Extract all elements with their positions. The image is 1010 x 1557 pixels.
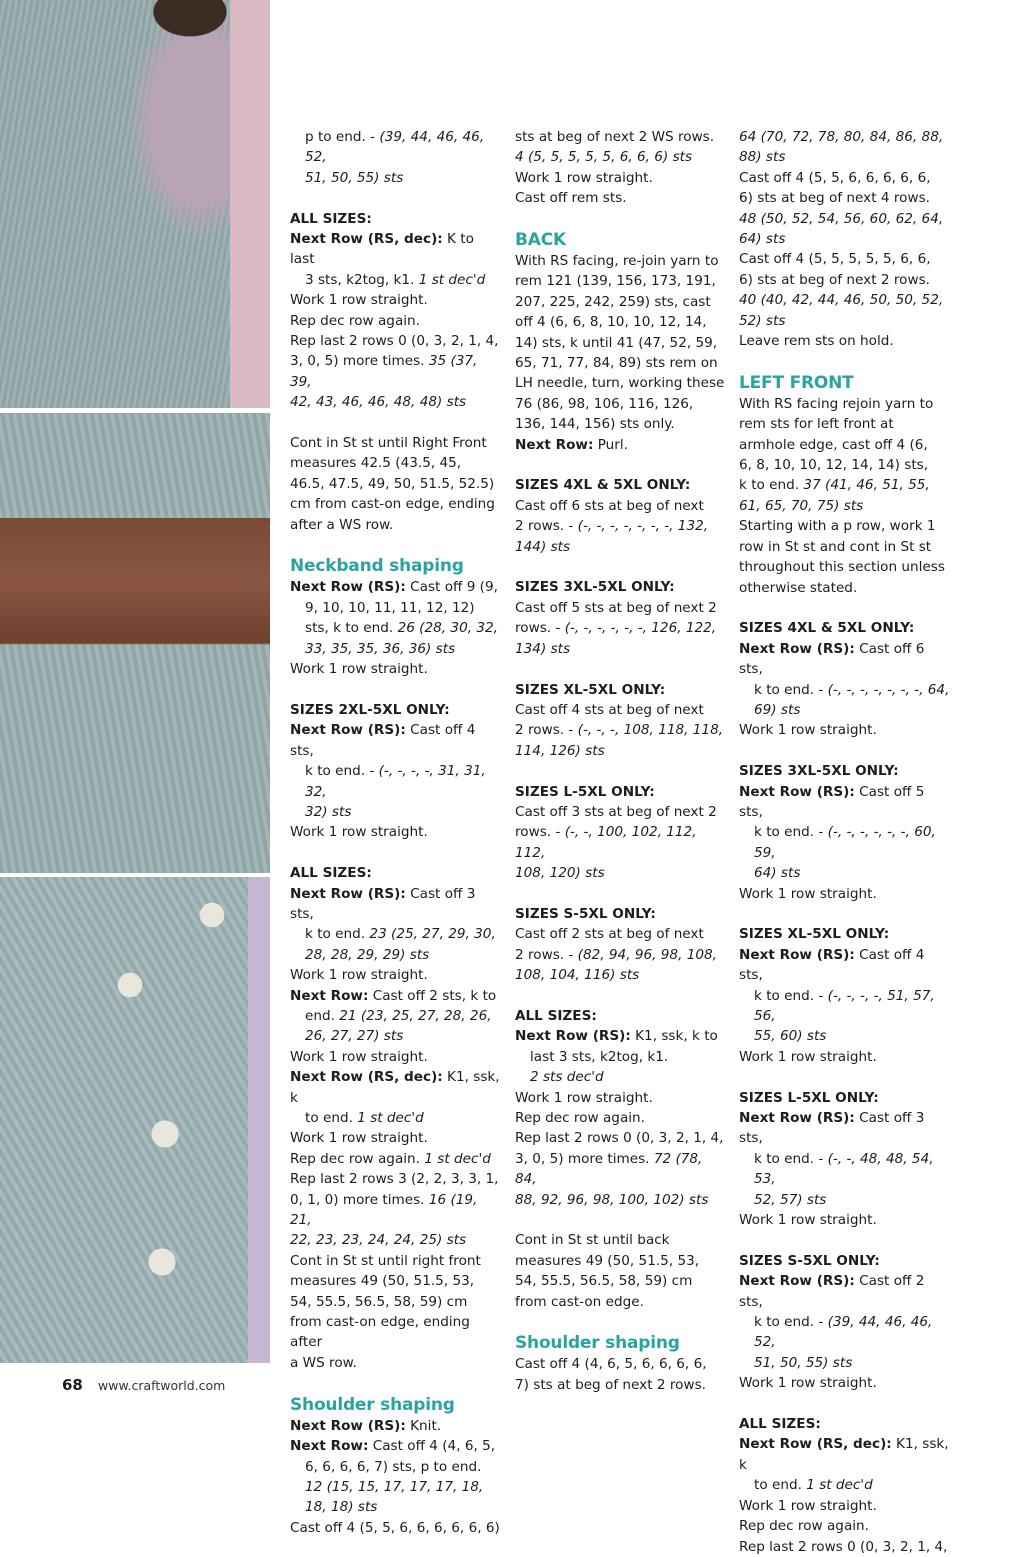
text-line: 6, 8, 10, 10, 12, 14, 14) sts, [739,457,929,474]
text-line: 46.5, 47.5, 49, 50, 51.5, 52.5) [290,475,495,492]
sizes-heading: SIZES S-5XL ONLY: [739,1252,880,1269]
text-line: Cont in St st until right front [290,1252,481,1269]
text-line: 3, 0, 5) more times. 72 (78, 84, [515,1150,703,1188]
text-line: 18, 18) sts [305,1499,378,1516]
text-line: Next Row (RS): Knit. [290,1417,442,1434]
text-line: 7) sts at beg of next 2 rows. [515,1376,706,1393]
text-line: Cast off 4 (5, 5, 6, 6, 6, 6, 6, 6) [290,1519,500,1536]
text-line: Cast off 3 sts at beg of next 2 [515,803,717,820]
text-line: 65, 71, 77, 84, 89) sts rem on [515,355,718,372]
text-line: Work 1 row straight. [290,1048,428,1065]
text-line: Next Row (RS): Cast off 5 sts, [739,783,925,820]
text-line: 136, 144, 156) sts only. [515,416,675,433]
text-line: 3 sts, k2tog, k1. 1 st dec'd [305,271,486,288]
section-heading-left-front: LEFT FRONT [739,372,854,393]
text-line: 12 (15, 15, 17, 17, 17, 18, [305,1478,484,1495]
text-line: k to end. - (-, -, -, -, -, -, 60, 59, [754,824,936,861]
text-line: armhole edge, cast off 4 (6, [739,436,928,453]
text-line: 9, 10, 10, 11, 11, 12, 12) [305,599,475,616]
text-line: 6) sts at beg of next 4 rows. [739,190,930,207]
text-line: k to end. 37 (41, 46, 51, 55, [739,477,930,494]
text-line: Cast off 2 sts at beg of next [515,926,704,943]
sizes-heading: SIZES 3XL-5XL ONLY: [515,579,675,596]
text-line: 33, 35, 35, 36, 36) sts [305,640,456,657]
text-line: 64 (70, 72, 78, 80, 84, 86, 88, [739,129,944,145]
column-2 [515,127,727,1395]
text-line: Work 1 row straight. [290,661,428,678]
text-line: otherwise stated. [739,579,858,596]
text-line: Work 1 row straight. [290,1130,428,1147]
text-line: 6) sts at beg of next 2 rows. [739,271,930,288]
text-line: 76 (86, 98, 106, 116, 126, [515,395,694,412]
text-line: Work 1 row straight. [739,885,877,902]
text-line: end. 21 (23, 25, 27, 28, 26, [305,1007,492,1024]
text-line: from cast-on edge. [515,1293,644,1310]
text-line: 51, 50, 55) sts [754,1354,853,1371]
text-line: 28, 28, 29, 29) sts [305,946,430,963]
text-line: 52) sts [739,312,786,329]
sizes-heading: SIZES XL-5XL ONLY: [739,926,890,943]
text-line: k to end. - (-, -, -, -, 31, 31, 32, [305,763,486,800]
text-line: 88, 92, 96, 98, 100, 102) sts [515,1191,709,1208]
text-line: rows. - (-, -, -, -, -, -, 126, 122, [515,620,717,637]
text-line: Next Row: Purl. [515,436,628,453]
text-line: Rep last 2 rows 0 (0, 3, 2, 1, 4, [515,1130,724,1147]
sizes-heading: SIZES 2XL-5XL ONLY: [290,701,450,718]
text-line: 207, 225, 242, 259) sts, cast [515,293,711,310]
section-heading-shoulder: Shoulder shaping [290,1394,455,1415]
column-3 [739,127,951,1557]
sizes-heading: ALL SIZES: [290,210,372,227]
photo-sweater-sleeve [0,413,270,873]
text-line: Next Row (RS): Cast off 2 sts, [739,1273,925,1310]
text-line: Work 1 row straight. [515,1089,653,1106]
text-line: Cast off 4 (5, 5, 5, 5, 5, 6, 6, [739,251,931,268]
sizes-heading: SIZES XL-5XL ONLY: [515,681,666,698]
text-line: 2 sts dec'd [530,1069,604,1086]
sizes-heading: ALL SIZES: [290,865,372,882]
text-line: Next Row (RS): Cast off 3 sts, [739,1110,925,1147]
text-line: Work 1 row straight. [290,824,428,841]
text-line: Cast off 4 sts at beg of next [515,701,704,718]
text-line: With RS facing rejoin yarn to [739,395,934,412]
page-number: 68 [62,1376,83,1394]
text-line: k to end. - (39, 44, 46, 46, 52, [754,1314,933,1351]
text-line: k to end. - (-, -, -, -, 51, 57, 56, [754,987,935,1024]
text-line: Cont in St st until Right Front [290,435,487,452]
sizes-heading: SIZES L-5XL ONLY: [515,783,655,800]
text-line: 114, 126) sts [515,742,605,759]
text-line: 108, 120) sts [515,865,605,882]
text-line: 61, 65, 70, 75) sts [739,497,864,514]
text-line: cm from cast-on edge, ending [290,496,495,513]
text-line: row in St st and cont in St st [739,538,932,555]
text-line: 6, 6, 6, 6, 7) sts, p to end. [305,1458,482,1475]
text-line: Rep dec row again. [515,1109,645,1126]
text-line: k to end. - (-, -, -, -, -, -, -, 64, [754,681,950,698]
text-line: 88) sts [739,149,786,166]
text-line: Work 1 row straight. [739,1375,877,1392]
text-line: 2 rows. - (82, 94, 96, 98, 108, [515,946,717,963]
text-line: 54, 55.5, 56.5, 58, 59) cm [290,1293,468,1310]
text-line: 64) sts [739,231,786,248]
text-line: 2 rows. - (-, -, -, -, -, -, -, 132, [515,518,709,535]
text-line: 51, 50, 55) sts [305,169,404,186]
text-line: 14) sts, k until 41 (47, 52, 59, [515,334,718,351]
text-line: after a WS row. [290,516,394,533]
text-line: Cast off rem sts. [515,190,627,207]
text-line: Next Row (RS): K1, ssk, k to [515,1028,718,1045]
text-line: Starting with a p row, work 1 [739,518,936,535]
section-heading-shoulder: Shoulder shaping [515,1333,680,1354]
text-line: Leave rem sts on hold. [739,333,894,350]
text-line: rows. - (-, -, 100, 102, 112, 112, [515,824,697,861]
text-line: 26, 27, 27) sts [305,1028,404,1045]
sizes-heading: ALL SIZES: [515,1007,597,1024]
section-heading-neckband: Neckband shaping [290,556,464,577]
sizes-heading: SIZES 4XL & 5XL ONLY: [515,477,691,494]
text-line: 48 (50, 52, 54, 56, 60, 62, 64, [739,210,944,227]
text-line: 52, 57) sts [754,1191,827,1208]
text-line: 3, 0, 5) more times. 35 (37, 39, [290,353,478,390]
text-line: Cast off 4 (4, 6, 5, 6, 6, 6, 6, [515,1356,707,1373]
text-line: p to end. - (39, 44, 46, 46, 52, [305,129,485,166]
text-line: Next Row (RS): Cast off 4 sts, [290,722,476,759]
sizes-heading: SIZES S-5XL ONLY: [515,905,656,922]
text-line: 42, 43, 46, 46, 48, 48) sts [290,394,467,411]
text-line: throughout this section unless [739,559,945,576]
sizes-heading: ALL SIZES: [739,1416,821,1433]
text-line: 2 rows. - (-, -, -, 108, 118, 118, [515,722,724,739]
text-line: Work 1 row straight. [739,722,877,739]
text-line: off 4 (6, 6, 8, 10, 10, 12, 14, [515,314,707,331]
text-line: LH needle, turn, working these [515,375,725,392]
text-line: Next Row (RS): Cast off 4 sts, [739,946,925,984]
text-line: Cast off 6 sts at beg of next [515,497,704,514]
text-line: to end. 1 st dec'd [305,1110,424,1127]
text-line: 22, 23, 23, 24, 24, 25) sts [290,1232,467,1249]
section-heading-back: BACK [515,230,566,251]
text-line: Cast off 5 sts at beg of next 2 [515,599,717,616]
text-line: 69) sts [754,701,801,718]
text-line: Next Row (RS): Cast off 9 (9, [290,579,498,596]
text-line: Cast off 4 (5, 5, 6, 6, 6, 6, 6, [739,169,931,186]
text-line: 40 (40, 42, 44, 46, 50, 50, 52, [739,292,944,309]
text-line: Next Row (RS): Cast off 6 sts, [739,640,925,678]
text-line: 0, 1, 0) more times. 16 (19, 21, [290,1191,478,1229]
text-line: Next Row: Cast off 4 (4, 6, 5, [290,1438,496,1455]
text-line: Work 1 row straight. [739,1048,877,1065]
text-line: Rep last 2 rows 0 (0, 3, 2, 1, 4, [739,1538,948,1555]
text-line: 64) sts [754,865,801,882]
text-line: a WS row. [290,1354,357,1371]
text-line: Rep dec row again. 1 st dec'd [290,1150,491,1167]
text-line: Next Row (RS, dec): K1, ssk, k [290,1069,500,1106]
text-line: rem sts for left front at [739,416,894,433]
text-line: With RS facing, re-join yarn to [515,253,719,270]
text-line: Work 1 row straight. [290,967,428,984]
text-line: Next Row (RS): Cast off 3 sts, [290,885,476,922]
text-line: sts at beg of next 2 WS rows. [515,129,715,145]
website-link[interactable]: www.craftworld.com [98,1378,226,1393]
text-line: Next Row (RS, dec): K to last [290,231,474,268]
text-line: 55, 60) sts [754,1028,827,1045]
text-line: last 3 sts, k2tog, k1. [530,1048,669,1065]
column-1 [290,127,502,1538]
text-line: to end. 1 st dec'd [754,1477,873,1494]
text-line: 134) sts [515,640,571,657]
text-line: Cont in St st until back [515,1232,670,1249]
text-line: Next Row: Cast off 2 sts, k to [290,987,497,1004]
text-line: sts, k to end. 26 (28, 30, 32, [305,620,498,637]
text-line: rem 121 (139, 156, 173, 191, [515,273,716,290]
text-line: Work 1 row straight. [515,169,653,186]
sizes-heading: SIZES 4XL & 5XL ONLY: [739,620,915,637]
photo-sweater-shoulder [0,0,270,408]
text-line: 144) sts [515,538,571,555]
sizes-heading: SIZES L-5XL ONLY: [739,1089,879,1106]
text-line: 4 (5, 5, 5, 5, 5, 6, 6, 6) sts [515,149,693,166]
text-line: Next Row (RS, dec): K1, ssk, k [739,1436,949,1473]
text-line: Work 1 row straight. [290,292,428,309]
text-line: 108, 104, 116) sts [515,967,640,984]
text-line: from cast-on edge, ending after [290,1314,470,1351]
text-line: Rep dec row again. [739,1518,869,1535]
text-line: k to end. 23 (25, 27, 29, 30, [305,926,496,943]
text-line: Rep last 2 rows 3 (2, 2, 3, 3, 1, [290,1171,499,1188]
text-line: k to end. - (-, -, 48, 48, 54, 53, [754,1150,934,1188]
text-line: Work 1 row straight. [739,1497,877,1514]
sizes-heading: SIZES 3XL-5XL ONLY: [739,763,899,780]
text-line: measures 49 (50, 51.5, 53, [290,1273,475,1290]
text-line: Rep dec row again. [290,312,420,329]
text-line: measures 42.5 (43.5, 45, [290,455,462,472]
text-line: Work 1 row straight. [739,1212,877,1229]
text-line: 54, 55.5, 56.5, 58, 59) cm [515,1273,693,1290]
text-line: 32) sts [305,803,352,820]
text-line: Rep last 2 rows 0 (0, 3, 2, 1, 4, [290,333,499,350]
photo-sweater-buttons [0,877,270,1363]
text-line: measures 49 (50, 51.5, 53, [515,1252,700,1269]
